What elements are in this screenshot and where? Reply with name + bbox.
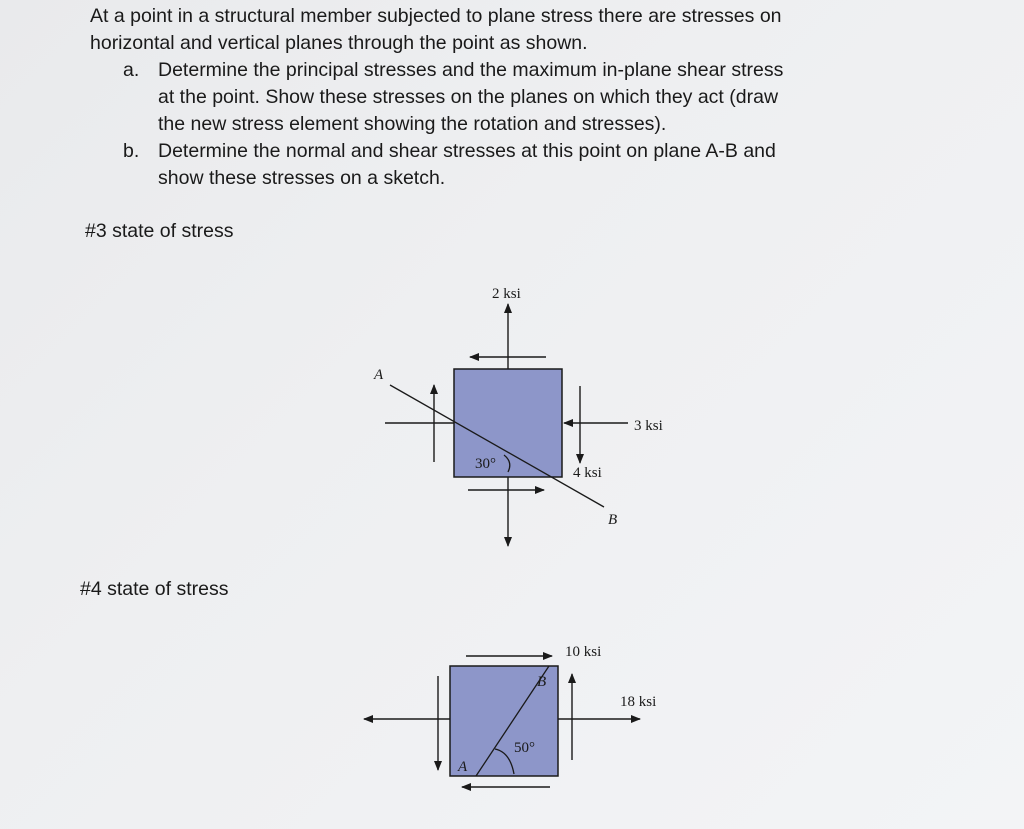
- part-a-marker: a.: [123, 59, 140, 81]
- figure4-label-horizontal: 18 ksi: [620, 694, 657, 710]
- figure3-label-vertical: 2 ksi: [492, 286, 521, 302]
- part-b-line-2: show these stresses on a sketch.: [158, 167, 446, 189]
- figure3-diagram: [373, 286, 663, 546]
- figure4-heading: #4 state of stress: [80, 578, 229, 600]
- figure3-label-shear: 3 ksi: [634, 418, 663, 434]
- figure4-label-b: B: [537, 674, 547, 690]
- figure4-diagram: [364, 644, 656, 787]
- part-a-line-1: Determine the principal stresses and the maximum in-plane shear stress: [158, 59, 784, 81]
- figure3-label-angle: 30°: [475, 456, 496, 472]
- figure3-heading: #3 state of stress: [85, 220, 234, 242]
- part-b-line-1: Determine the normal and shear stresses at this point on plane A-B and: [158, 140, 776, 162]
- part-a-line-3: the new stress element showing the rotation and stresses).: [158, 113, 667, 135]
- part-a-line-2: at the point. Show these stresses on the planes on which they act (draw: [158, 86, 779, 108]
- figure4-label-a: A: [458, 759, 468, 775]
- figure4-label-shear: 10 ksi: [565, 644, 602, 660]
- figure3-stress-element: [454, 369, 562, 477]
- intro-line-1: At a point in a structural member subjected to plane stress there are stresses on: [90, 5, 782, 27]
- figure4-label-angle: 50°: [514, 740, 535, 756]
- part-b-marker: b.: [123, 140, 140, 162]
- figure3-label-b: B: [608, 512, 618, 528]
- figure3-label-a: A: [374, 367, 384, 383]
- intro-line-2: horizontal and vertical planes through the point as shown.: [90, 32, 588, 54]
- figure3-label-horizontal: 4 ksi: [573, 465, 602, 481]
